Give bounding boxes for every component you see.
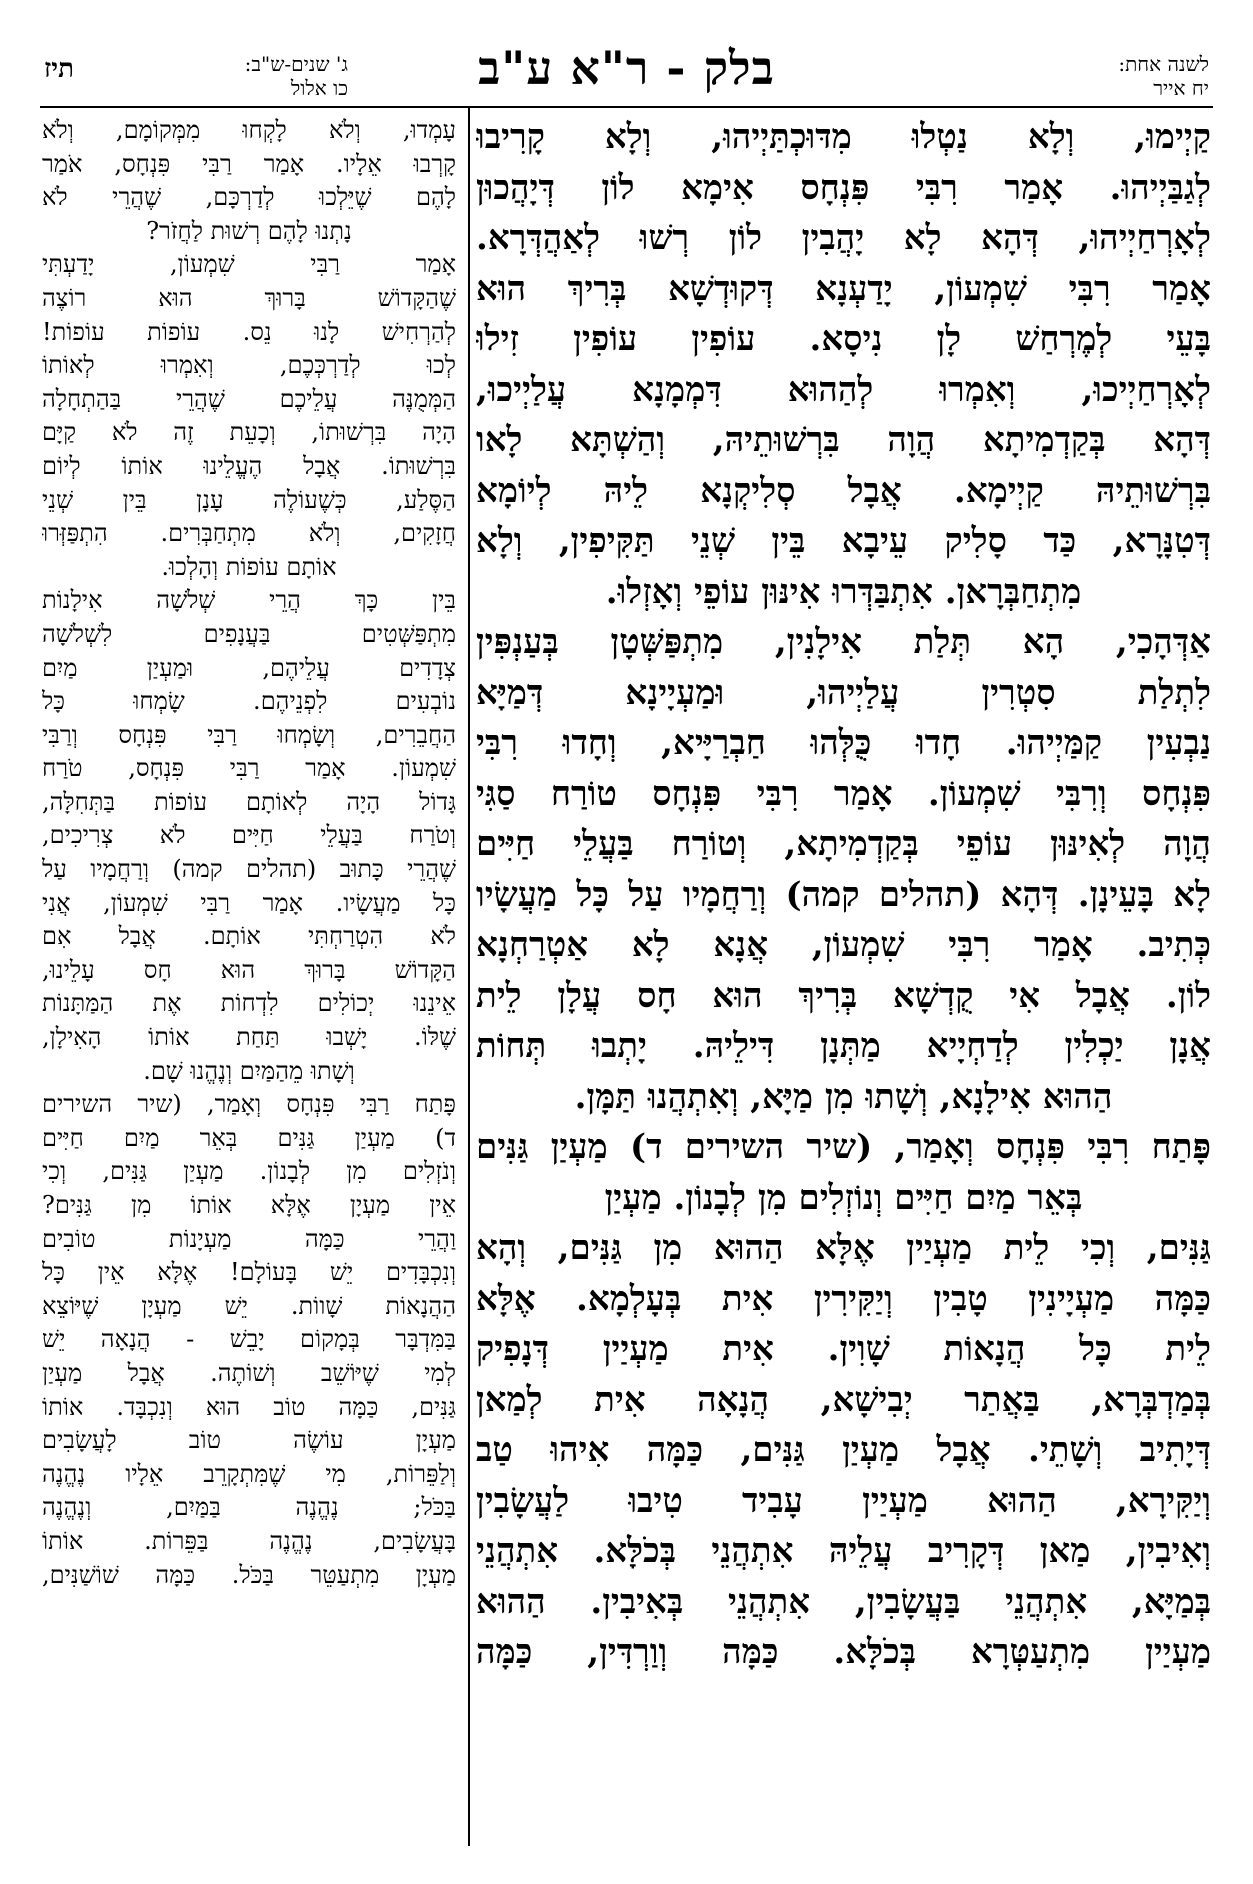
side-line: פָּתַח רַבִּי פִּנְחָס וְאָמַר, (שיר השירים [42, 1090, 456, 1119]
side-line: וְטֹרַח בַּעֲלֵי חַיִּים לֹא צְרִיכִים, [42, 821, 456, 850]
page-title: בלק - ר"א ע"ב [478, 41, 775, 95]
side-line: וְנִכְבָּדִים יֵשׁ בָּעוֹלָם! אֶלָּא אֵין כָּל [42, 1258, 456, 1287]
side-line: נָתְנוּ לָהֶם רְשׁוּת לַחֲזֹר? [146, 216, 352, 245]
side-line: הַהֲנָאוֹת שָׁווֹת. יֵשׁ מַעְיָן שֶׁיּוֹצֵא [42, 1291, 456, 1320]
main-line: קַיְימוּ, וְלָא נַטְלוּ מִדּוּכְתַּיְיהוּ, וְלָא קָרִיבוּ [476, 117, 1211, 157]
side-line: שֶׁהֲרֵי כָּתוּב (תהלים קמה) וְרַחֲמָיו עַל [42, 855, 456, 884]
main-line: וְאִיבִין, מַאן דְּקָרִיב עֲלֵיהּ אִתְהֲנֵי בְּכֹלָּא. אִתְהֲנֵי [476, 1531, 1211, 1571]
side-line: שִׁמְעוֹן. אָמַר רַבִּי פִּנְחָס, טֹרַח [42, 754, 456, 783]
side-line: לְהַרְחִישׁ לָנוּ נֵס. עוֹפוֹת עוֹפוֹת! [42, 317, 456, 346]
main-line: הֲוָה לְאִינּוּן עוֹפֵי בְּקַדְמִיתָא, וְטוֹרַח בַּעֲלֵי חַיִּים [476, 824, 1211, 864]
main-line: הַהוּא אִילָנָא, וְשָׁתוּ מִן מַיָּא, וְאִתְהֲנוּ תַּמָּן. [574, 1076, 1113, 1117]
side-line: לָהֶם שֶׁיֵּלְכוּ לְדַרְכָּם, שֶׁהֲרֵי לֹא [42, 183, 456, 212]
main-line: בְּמַדְבְּרָא, בַּאֲתַר יְבִישָׁא, הֲנָאָה אִית לְמַאן [476, 1379, 1211, 1420]
main-line: לְאָרְחַיְיכוּ, וְאִמְרוּ לְהַהוּא דִּמְמָנָא עֲלַיְיכוּ, [476, 369, 1211, 410]
main-line: אַדְּהָכִי, הָא תְּלַת אִילָנִין, מִתְפַּשְּׁטָן בְּעַנְפִּין [476, 622, 1211, 662]
main-line: וְיַקִּירָא, הַהוּא מַעְיַין עָבִיד טִיבוּ לַעֲשָׂבִין [476, 1480, 1211, 1521]
side-line: הַסֶּלַע, כְּשֶׁעוֹלֶה עָנָן בֵּין שְׁנֵי [42, 485, 456, 514]
side-line: וְנֹזְלִים מִן לְבָנוֹן. מַעְיַן גַּנִּים, וְכִי [42, 1157, 456, 1186]
main-line: פָּתַח רִבִּי פִּנְחָס וְאָמַר, (שיר השירים ד) מַעְיַן גַּנִּים [476, 1127, 1211, 1167]
side-line: ד) מַעְיַן גַּנִּים בְּאֵר מַיִם חַיִּים [42, 1123, 456, 1152]
main-line: אָמַר רִבִּי שִׁמְעוֹן, יָדַעְנָא דְּקוּדְשָׁא בְּרִיךְ הוּא [476, 268, 1211, 309]
side-line: צְדָדִים עֲלֵיהֶם, וּמַעְיַן מַיִם [42, 653, 456, 682]
side-line: כָּל מַעֲשָׂיו. אָמַר רַבִּי שִׁמְעוֹן, אֲנִי [42, 888, 456, 917]
side-line: הַחֲבֵרִים, וְשָׂמְחוּ רַבִּי פִּנְחָס וְרַבִּי [42, 720, 456, 749]
main-line: בִּרְשׁוּתֵיהּ קַיְימָא. אֲבָל סְלִיקְנָא לֵיהּ לְיוֹמָא [476, 470, 1211, 511]
header-daily-schedule [979, 52, 1209, 100]
side-line: קָרְבוּ אֵלָיו. אָמַר רַבִּי פִּנְחָס, אֹמַר [42, 149, 456, 178]
side-line: לֹא הִטְרַחְתִּי אוֹתָם. אֲבָל אִם [42, 922, 456, 951]
side-line: שֶׁהַקָּדוֹשׁ בָּרוּךְ הוּא רוֹצֶה [42, 283, 456, 312]
header-one-year-date: יח אייר [1153, 76, 1209, 100]
side-line: וְשָׁתוּ מֵהַמַּיִם וְנֶהֱנוּ שָׁם. [143, 1056, 355, 1085]
hebrew-translation-column [42, 114, 456, 1844]
main-line: כְּתִיב. אָמַר רִבִּי שִׁמְעוֹן, אֲנָא לָא אַטְרַחְנָא [476, 925, 1211, 965]
side-line: לְכוּ לְדַרְכְּכֶם, וְאִמְרוּ לְאוֹתוֹ [42, 351, 456, 380]
side-line: מַעְיָן מִתְעַטֵּר בַּכֹּל. כַּמָּה שׁוֹשַׁנִּים, [42, 1560, 456, 1589]
side-line: לְמִי שֶׁיּוֹשֵׁב וְשׁוֹתֶה. אֲבָל מַעְיַן [42, 1358, 456, 1387]
main-line: כַּמָּה מַעְיָינִין טָבִין וְיַקִּירִין אִית בְּעָלְמָא. אֶלָּא [476, 1278, 1211, 1319]
page-number: תיז [44, 54, 74, 84]
main-line: גַּנִּים, וְכִי לֵית מַעְיַין אֶלָּא הַהוּא מִן גַּנִּים, וְהָא [476, 1228, 1211, 1268]
main-line: דְּיָתִיב וְשָׁתֵי. אֲבָל מַעְיַן גַּנִּים, כַּמָּה אִיהוּ טַב [476, 1430, 1211, 1470]
main-line: דְּהָא בְּקַדְמִיתָא הֲוָה בִּרְשׁוּתֵיהּ, וְהַשְׁתָּא לָאו [476, 420, 1211, 460]
side-line: מַעְיָן עוֹשֶׂה טוֹב לָעֲשָׂבִים [42, 1426, 456, 1455]
side-line: הַקָּדוֹשׁ בָּרוּךְ הוּא חָס עָלֵינוּ, [42, 955, 456, 984]
aramaic-text-column [476, 112, 1211, 1842]
side-line: נוֹבְעִים לִפְנֵיהֶם. שָׂמְחוּ כָּל [42, 687, 456, 716]
header-three-year-schedule [148, 52, 348, 100]
main-line: בְּאֵר מַיִם חַיִּים וְנוֹזְלִים מִן לְבָנוֹן. מַעְיַן [604, 1177, 1083, 1218]
main-line: אֲנָן יַכְלִין לְדַחְיָיא מַתְּנָן דִּילֵיהּ. יָתְבוּ תְּחוֹת [476, 1026, 1211, 1066]
side-line: בָּעֲשָׂבִים, נֶהֱנֶה בַּפֵּרוֹת. אוֹתוֹ [42, 1526, 456, 1555]
side-line: מִתְפַּשְּׁטִים בַּעֲנָפִים לִשְׁלֹשָׁה [42, 619, 456, 648]
main-line: לוֹן. אֲבָל אִי קֻדְשָׁא בְּרִיךְ הוּא חָס עֲלָן לֵית [476, 975, 1211, 1016]
main-line: בְּמַיָּא, אִתְהֲנֵי בַּעֲשָׂבִין, אִתְהֲנֵי בְּאִיבִין. הַהוּא [476, 1581, 1211, 1622]
side-line: עָמְדוּ, וְלֹא לָקְחוּ מִמְּקוֹמָם, וְלֹא [42, 116, 456, 144]
main-line: לְגַבַּיְיהוּ. אָמַר רִבִּי פִּנְחָס אִימָא לוֹן דְּיָהֲכוּן [476, 167, 1211, 208]
main-line: לֵית כָּל הֲנָאוֹת שָׁוִין. אִית מַעְיַין דְּנָפִיק [476, 1329, 1211, 1369]
side-line: אֵין מַעְיָן אֶלָּא אוֹתוֹ מִן גַּנִּים? [42, 1191, 456, 1219]
side-line: וַהֲרֵי כַּמָּה מַעְיָנוֹת טוֹבִים [42, 1224, 456, 1253]
main-line: מִתְחַבְּרָאן. אִתְבַּדְּרוּ אִינּוּן עוֹפֵי וְאָזְלוּ. [605, 571, 1082, 612]
side-line: בֵּין כָּךְ הֲרֵי שְׁלֹשָׁה אִילָנוֹת [42, 586, 456, 615]
side-line: בִּרְשׁוּתוֹ. אֲבָל הֶעֱלֵינוּ אוֹתוֹ לְיוֹם [42, 451, 456, 480]
side-line: גַּנִּים, כַּמָּה טוֹב הוּא וְנִכְבָּד. אוֹתוֹ [42, 1392, 456, 1421]
main-line: נַבְעִין קַמַּיְיהוּ. חָדוּ כֻּלְּהוּ חַבְרַיָּיא, וְחָדוּ רִבִּי [476, 723, 1211, 763]
side-line: אֵינֵנוּ יְכוֹלִים לִדְחוֹת אֶת הַמַּתָּנוֹת [42, 989, 456, 1018]
side-line: אָמַר רַבִּי שִׁמְעוֹן, יָדַעְתִּי [42, 250, 456, 279]
main-line: לָא בָּעֵינָן. דְּהָא (תהלים קמה) וְרַחֲמָיו עַל כָּל מַעֲשָׂיו [476, 874, 1211, 915]
header-three-year-label: ג' שנים-ש"ב: [244, 52, 348, 76]
main-line: מַעְיַין מִתְעַטְּרָא בְּכֹלָּא. כַּמָּה וְוַרְדִּין, כַּמָּה [476, 1632, 1211, 1672]
main-line: בָּעֵי לְמֶרְחַשׁ לָן נִיסָא. עוֹפִין עוֹפִין זִילוּ [476, 319, 1211, 359]
side-line: שֶׁלּוֹ. יָשְׁבוּ תַּחַת אוֹתוֹ הָאִילָן, [42, 1023, 456, 1052]
main-line: לְאָרְחַיְיהוּ, דְּהָא לָא יָהֲבִין לוֹן רְשׁוּ לְאַהֲדְּרָא. [476, 218, 1211, 258]
side-line: בַּכֹּל; נֶהֱנֶה בַּמַּיִם, וְנֶהֱנֶה [42, 1493, 456, 1522]
side-line: חֲזָקִים, וְלֹא מִתְחַבְּרִים. הִתְפַּזְּרוּ [42, 519, 456, 548]
side-line: אוֹתָם עוֹפוֹת וְהָלְכוּ. [161, 552, 337, 581]
side-line: הַמְּמֻנֶּה עֲלֵיכֶם שֶׁהֲרֵי בַּהַתְחָלָה [42, 384, 456, 413]
column-divider [468, 106, 470, 1846]
side-line: בַּמִּדְבָּר בְּמָקוֹם יָבֵשׁ - הֲנָאָה יֵשׁ [42, 1325, 456, 1354]
header-one-year-label: לשנה אחת: [1118, 52, 1209, 76]
side-line: הָיָה בִּרְשׁוּתוֹ, וְכָעֵת זֶה לֹא קַיָּם [42, 418, 456, 447]
side-line: וְלַפֵּרוֹת, מִי שֶׁמִּתְקָרֵב אֵלָיו נֶהֱנֶה [42, 1459, 456, 1488]
main-line: פִּנְחָס וְרִבִּי שִׁמְעוֹן. אָמַר רִבִּי פִּנְחָס טוֹרַח סַגִּי [476, 773, 1211, 814]
main-line: לִתְלַת סִטְרִין עֲלַיְיהוּ, וּמַעְיָינָא דְּמַיָּא [476, 672, 1211, 713]
main-line: דְּטִנָּרָא, כַּד סָלִיק עֵיבָא בֵּין שְׁנֵי תַּקִּיפִין, וְלָא [476, 521, 1211, 561]
side-line: גָּדוֹל הָיָה לְאוֹתָם עוֹפוֹת בַּתְּחִלָּה, [42, 787, 456, 816]
header-divider [40, 106, 1213, 108]
header-three-year-date: כו אלול [290, 76, 348, 100]
